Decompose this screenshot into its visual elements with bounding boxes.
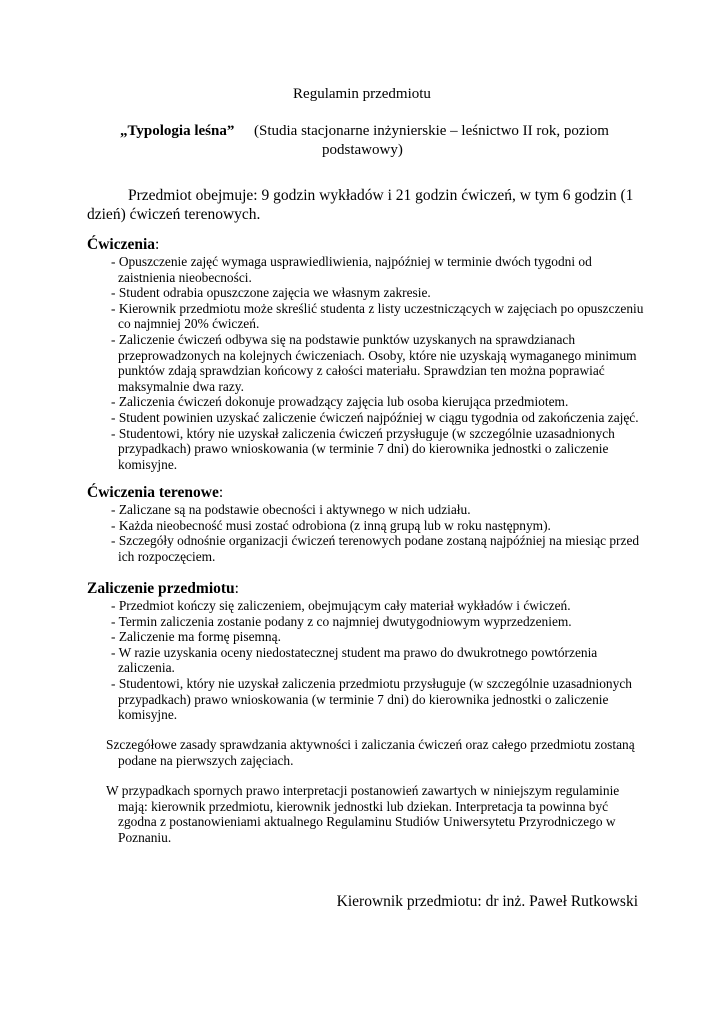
section-list-cwiczenia-terenowe [106, 502, 646, 564]
list-item: - Studentowi, który nie uzyskał zaliczenia ćwiczeń przysługuje (w szczególnie uzasadnionych przypadkach) prawo wnioskowania (w terminie 7 dni) do kierownika jednostki o zaliczenie komisyjne. [106, 426, 646, 473]
list-item: - Student powinien uzyskać zaliczenie ćwiczeń najpóźniej w ciągu tygodnia od zakończenia zajęć. [106, 410, 646, 426]
section-list-zaliczenie [106, 598, 646, 723]
list-item: - Każda nieobecność musi zostać odrobiona (z inną grupą lub w roku następnym). [106, 518, 646, 534]
study-info-line1: (Studia stacjonarne inżynierskie – leśnictwo II rok, poziom [254, 123, 609, 139]
list-item: - Zaliczenie ma formę pisemną. [106, 629, 646, 645]
list-item: - Szczegóły odnośnie organizacji ćwiczeń terenowych podane zostaną najpóźniej na miesiąc przed ich rozpoczęciem. [106, 533, 646, 564]
list-item: - Zaliczenia ćwiczeń dokonuje prowadzący zajęcia lub osoba kierująca przedmiotem. [106, 394, 646, 410]
course-name: „Typologia leśna” [120, 123, 235, 139]
signature-line: Kierownik przedmiotu: dr inż. Paweł Rutkowski [336, 893, 638, 910]
section-heading-text: Zaliczenie przedmiotu [87, 580, 235, 597]
list-item: - Termin zaliczenia zostanie podany z co najmniej dwutygodniowym wyprzedzeniem. [106, 614, 646, 630]
section-heading-cwiczenia: Ćwiczenia: [87, 236, 160, 253]
course-subtitle [120, 122, 620, 160]
section-heading-zaliczenie: Zaliczenie przedmiotu: [87, 580, 239, 597]
list-item: - Kierownik przedmiotu może skreślić studenta z listy uczestniczących w zajęciach po opuszczeniu co najmniej 20% ćwiczeń. [106, 301, 646, 332]
disputes-paragraph: W przypadkach spornych prawo interpretacji postanowień zawartych w niniejszym regulaminie mają: kierownik przedmiotu, kierownik jednostki lub dziekan. Interpretacja ta powinna być zgodna z postanowieniami aktualnego Regulaminu Studiów Uniwersytetu Przyrodniczego w Poznaniu. [106, 783, 620, 845]
section-heading-text: Ćwiczenia terenowe [87, 484, 219, 501]
intro-paragraph: Przedmiot obejmuje: 9 godzin wykładów i 21 godzin ćwiczeń, w tym 6 godzin (1 dzień) ćwiczeń terenowych. [87, 187, 634, 223]
list-item: - W razie uzyskania oceny niedostatecznej student ma prawo do dwukrotnego powtórzenia zaliczenia. [106, 645, 646, 676]
document-title: Regulamin przedmiotu [293, 86, 431, 102]
section-heading-text: Ćwiczenia [87, 236, 156, 253]
list-item: - Studentowi, który nie uzyskał zaliczenia przedmiotu przysługuje (w szczególnie uzasadnionych przypadkach) prawo wnioskowania (w terminie 7 dni) do kierownika jednostki o zaliczenie komisyjne. [106, 676, 646, 723]
list-item: - Zaliczenie ćwiczeń odbywa się na podstawie punktów uzyskanych na sprawdzianach przeprowadzonych na kolejnych ćwiczeniach. Osoby, które nie uzyskają wymaganego minimum punktów zdają sprawdzian końcowy z całości materiału. Sprawdzian ten można poprawiać maksymalnie dwa razy. [106, 332, 646, 394]
study-info-line2: podstawowy) [322, 142, 403, 158]
list-item: - Zaliczane są na podstawie obecności i aktywnego w nich udziału. [106, 502, 646, 518]
list-item: - Student odrabia opuszczone zajęcia we własnym zakresie. [106, 285, 646, 301]
details-paragraph: Szczegółowe zasady sprawdzania aktywności i zaliczania ćwiczeń oraz całego przedmiotu zostaną podane na pierwszych zajęciach. [106, 737, 635, 768]
list-item: - Opuszczenie zajęć wymaga usprawiedliwienia, najpóźniej w terminie dwóch tygodni od zaistnienia nieobecności. [106, 254, 646, 285]
list-item: - Przedmiot kończy się zaliczeniem, obejmującym cały materiał wykładów i ćwiczeń. [106, 598, 646, 614]
section-heading-cwiczenia-terenowe: Ćwiczenia terenowe: [87, 484, 224, 501]
section-list-cwiczenia [106, 254, 646, 472]
